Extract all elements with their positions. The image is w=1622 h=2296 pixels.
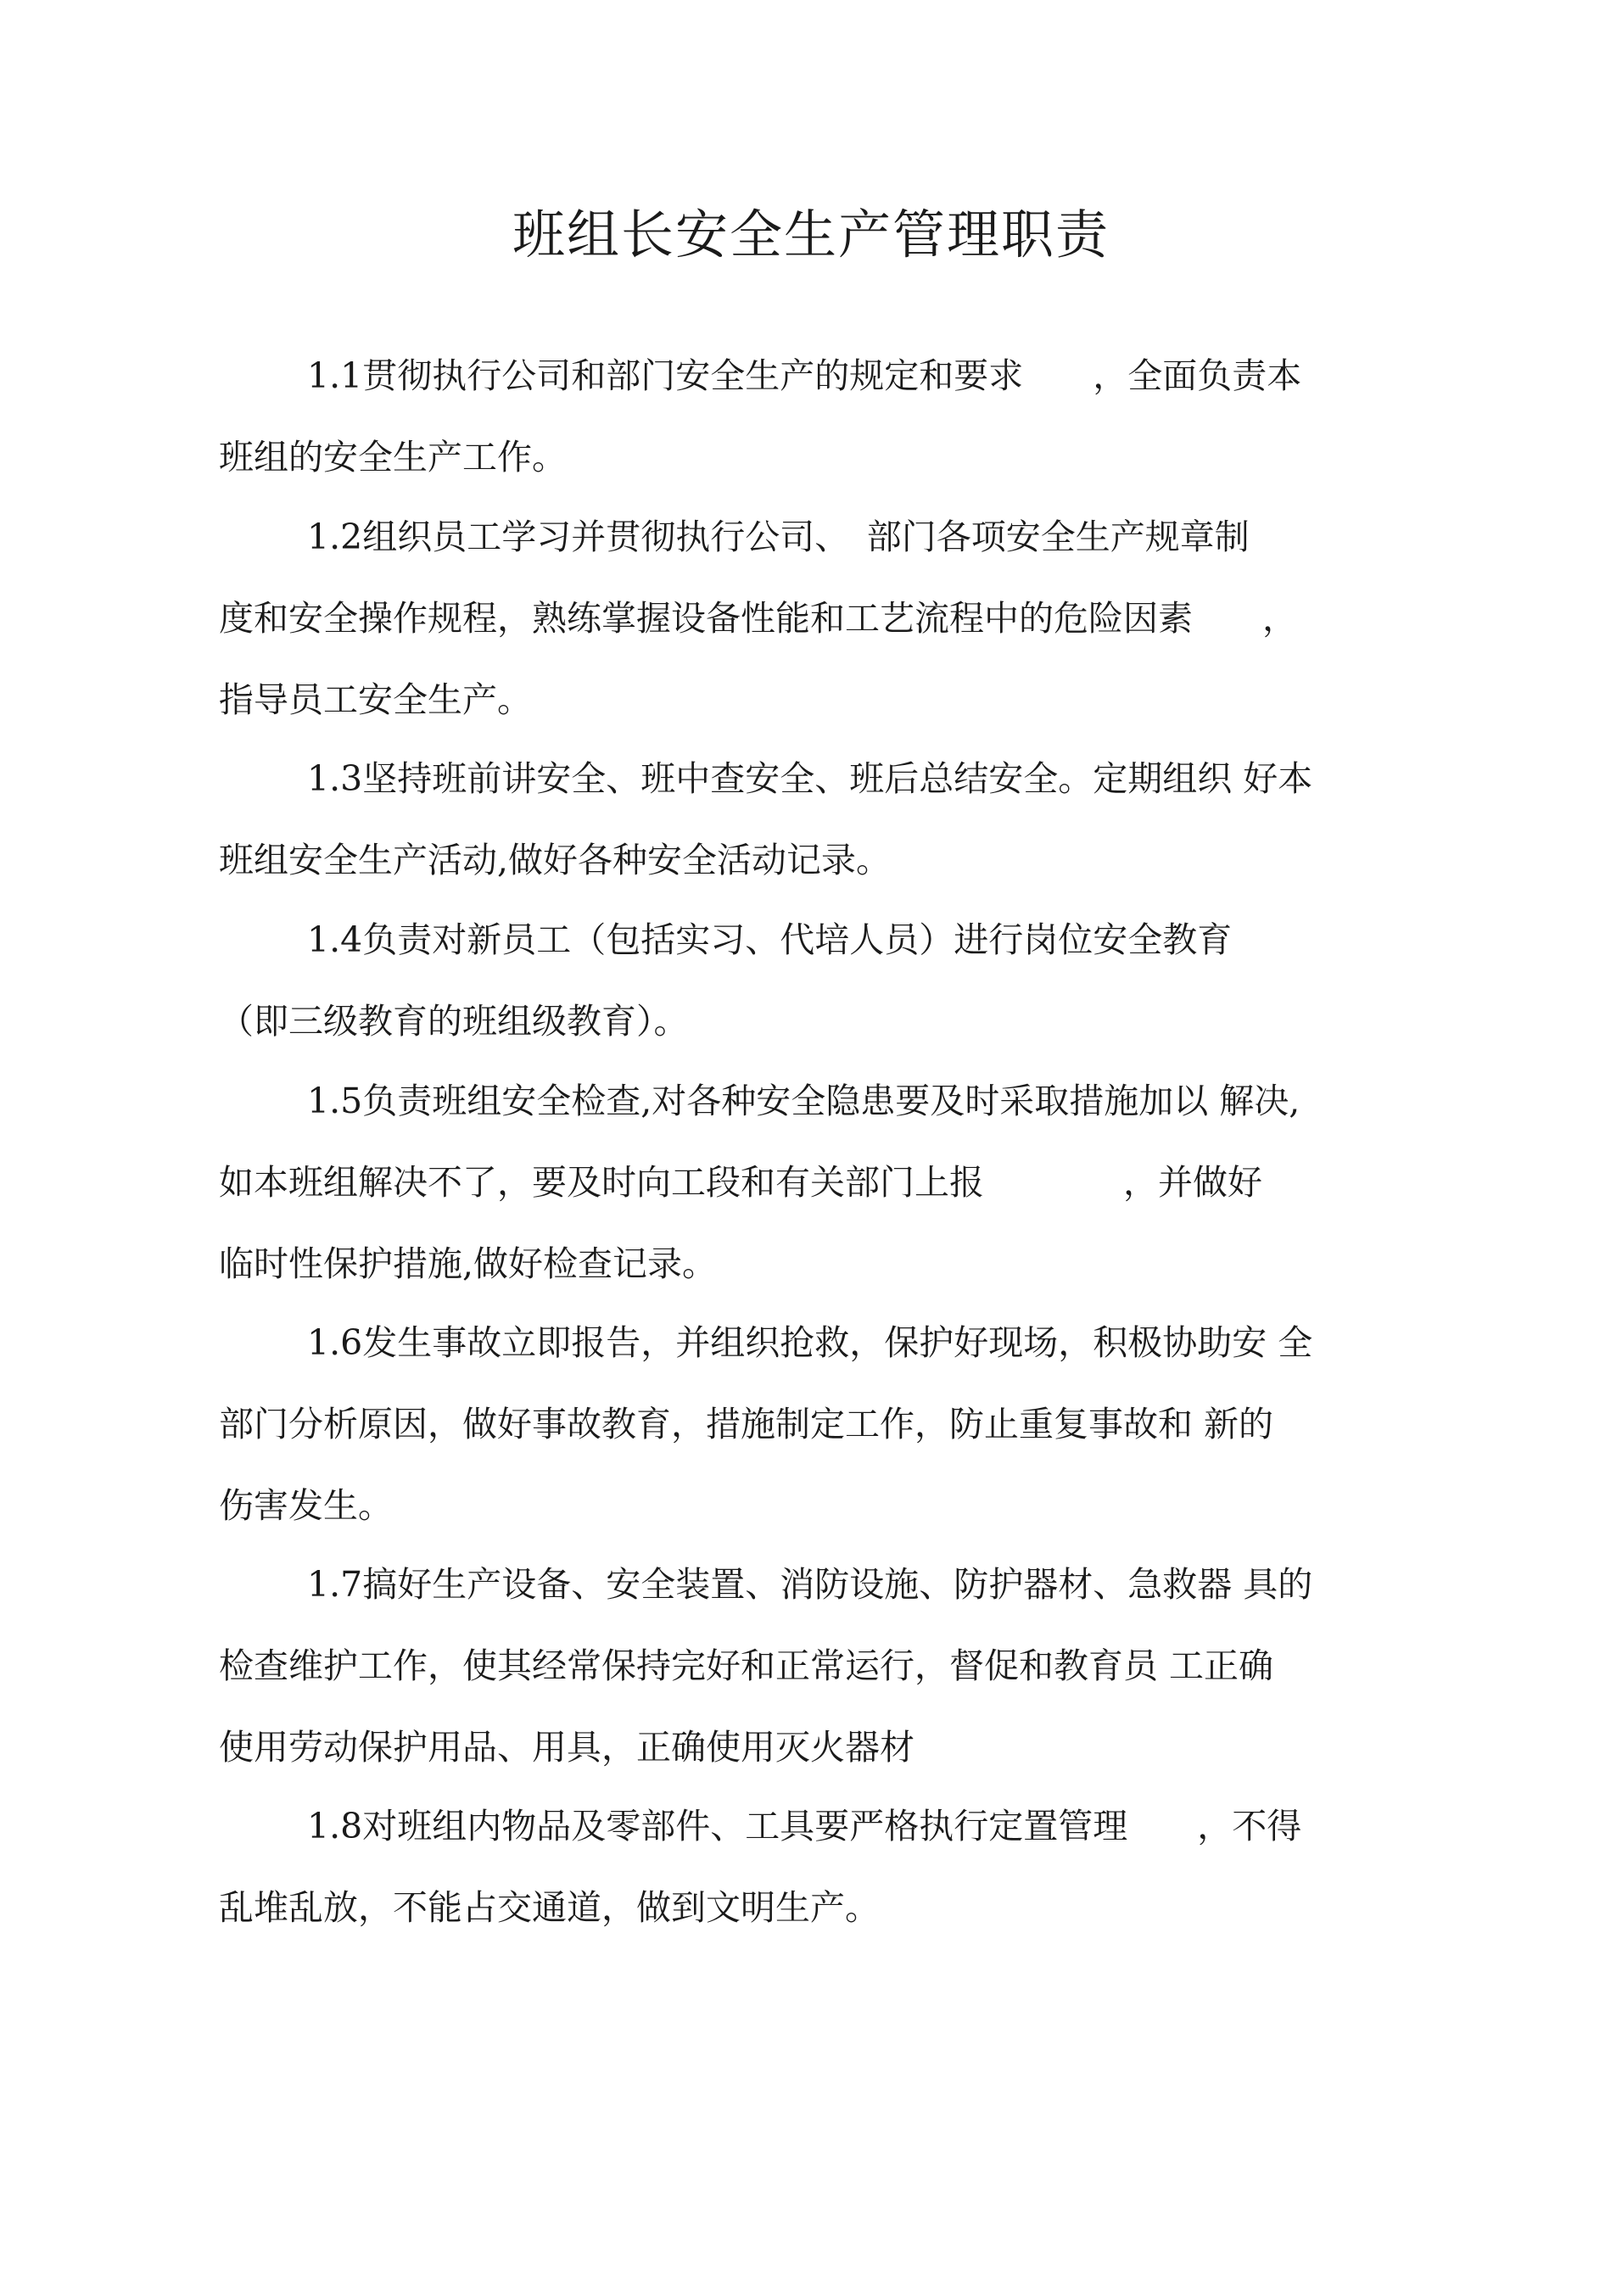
paragraph-line: 部门分析原因，做好事故教育，措施制定工作，防止重复事故和 新的 xyxy=(219,1404,1274,1444)
paragraph-line: 班组安全生产活动,做好各种安全活动记录。 xyxy=(219,840,892,880)
paragraph-1-3 xyxy=(219,738,1407,901)
paragraph-line: 班组的安全生产工作。 xyxy=(219,437,567,478)
paragraph-line: 使用劳动保护用品、用具，正确使用灭火器材 xyxy=(219,1727,914,1768)
paragraph-line: 伤害发生。 xyxy=(219,1485,393,1526)
paragraph-line: 度和安全操作规程，熟练掌握设备性能和工艺流程中的危险因素 ， xyxy=(219,598,1297,639)
paragraph-line: 1.4负责对新员工（包括实习、代培人员）进行岗位安全教育 xyxy=(307,919,1233,960)
paragraph-line: 1.3坚持班前讲安全、班中查安全、班后总结安全。定期组织 好本 xyxy=(307,758,1313,799)
paragraph-1-4 xyxy=(219,899,1407,1062)
paragraph-1-8 xyxy=(219,1785,1407,1948)
paragraph-line: （即三级教育的班组级教育）。 xyxy=(219,1001,689,1042)
paragraph-line: 如本班组解决不了，要及时向工段和有关部门上报 ，并做好 xyxy=(219,1162,1262,1203)
paragraph-line: 1.1贯彻执行公司和部门安全生产的规定和要求 ，全面负责本 xyxy=(307,355,1302,396)
paragraph-line: 1.7搞好生产设备、安全装置、消防设施、防护器材、急救器 具的 xyxy=(307,1564,1313,1605)
paragraph-1-6 xyxy=(219,1302,1407,1546)
paragraph-line: 1.8对班组内物品及零部件、工具要严格执行定置管理 ，不得 xyxy=(307,1806,1302,1846)
document-title: 班组长安全生产管理职责 xyxy=(512,204,1110,265)
paragraph-1-1 xyxy=(219,335,1407,498)
paragraph-line: 1.2组织员工学习并贯彻执行公司、 部门各项安全生产规章制 xyxy=(307,517,1250,557)
paragraph-line: 检查维护工作，使其经常保持完好和正常运行，督促和教育员 工正确 xyxy=(219,1645,1274,1686)
paragraph-1-5 xyxy=(219,1060,1407,1304)
paragraph-line: 临时性保护措施,做好检查记录。 xyxy=(219,1243,718,1284)
paragraph-1-2 xyxy=(219,496,1407,740)
paragraph-1-7 xyxy=(219,1544,1407,1788)
paragraph-line: 1.5负责班组安全检查,对各种安全隐患要及时采取措施加以 解决, xyxy=(307,1081,1300,1121)
paragraph-line: 乱堆乱放，不能占交通道，做到文明生产。 xyxy=(219,1887,880,1928)
paragraph-line: 1.6发生事故立即报告，并组织抢救，保护好现场，积极协助安 全 xyxy=(307,1322,1313,1363)
paragraph-line: 指导员工安全生产。 xyxy=(219,679,532,720)
